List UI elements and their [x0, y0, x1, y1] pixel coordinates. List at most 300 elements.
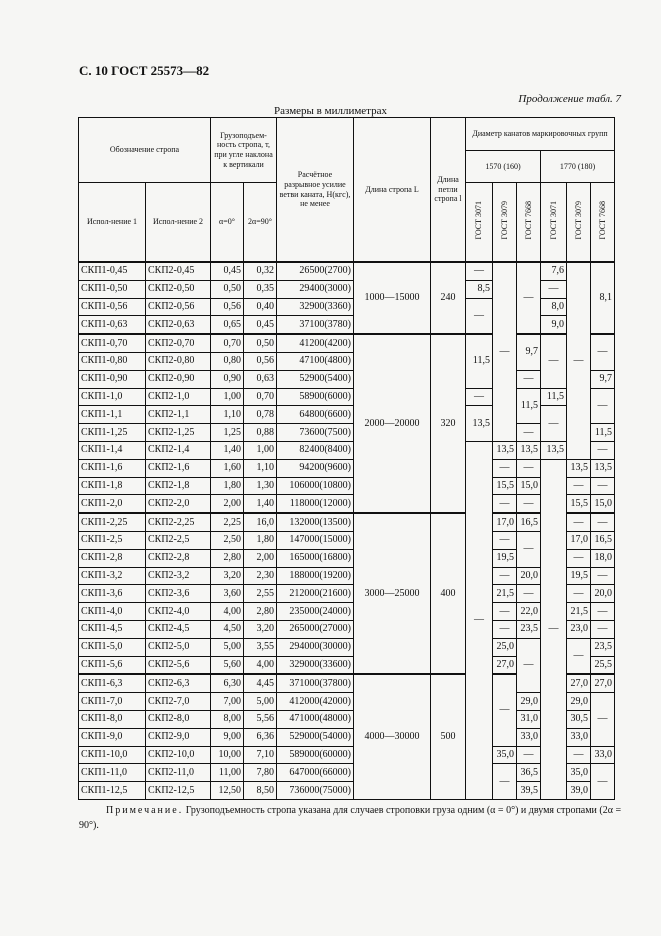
variant-1: СКП1-9,0	[79, 728, 146, 746]
sling-table	[78, 117, 615, 800]
capacity-90: 1,00	[244, 441, 277, 459]
diameter-cell: —	[567, 262, 591, 459]
diameter-cell: 19,5	[493, 549, 517, 567]
breaking-force: 52900(5400)	[277, 370, 354, 388]
diameter-cell: 13,5	[493, 441, 517, 459]
diameter-cell: —	[591, 441, 615, 459]
diameter-cell: —	[591, 603, 615, 621]
capacity-90: 0,88	[244, 424, 277, 442]
header-angle-90: 2α=90°	[244, 183, 277, 263]
diameter-cell: —	[493, 531, 517, 549]
gost-label: ГОСТ 3079	[499, 201, 509, 240]
variant-1: СКП1-0,90	[79, 370, 146, 388]
capacity-0: 0,56	[211, 298, 244, 316]
diameter-cell: 33,0	[591, 746, 615, 764]
gost-label: ГОСТ 3079	[573, 201, 583, 240]
table-row	[79, 567, 615, 585]
breaking-force: 32900(3360)	[277, 298, 354, 316]
variant-1: СКП1-7,0	[79, 693, 146, 711]
diameter-cell: 39,0	[567, 782, 591, 800]
capacity-90: 5,00	[244, 693, 277, 711]
gost-label: ГОСТ 3071	[474, 201, 484, 240]
breaking-force: 188000(19200)	[277, 567, 354, 585]
diameter-cell: 35,0	[567, 764, 591, 782]
note-text: Грузоподъемность стропа указана для случаев строповки груза одним (α = 0°) и двумя стропами (2α = 90°).	[79, 805, 622, 831]
capacity-0: 2,00	[211, 495, 244, 513]
header-designation: Обозначение стропа	[79, 118, 211, 183]
header-variant-1: Испол-нение 1	[79, 183, 146, 263]
variant-1: СКП1-0,63	[79, 316, 146, 334]
diameter-cell: —	[567, 513, 591, 531]
diameter-cell: 15,0	[591, 495, 615, 513]
diameter-cell: —	[541, 459, 567, 799]
diameter-cell: 20,0	[517, 567, 541, 585]
capacity-0: 1,00	[211, 388, 244, 406]
capacity-0: 4,00	[211, 603, 244, 621]
diameter-cell: 11,5	[517, 388, 541, 424]
loop-length: 500	[431, 674, 466, 799]
variant-1: СКП1-1,25	[79, 424, 146, 442]
diameter-cell: 15,5	[567, 495, 591, 513]
diameter-cell: 7,6	[541, 262, 567, 280]
variant-1: СКП1-1,6	[79, 459, 146, 477]
capacity-90: 0,45	[244, 316, 277, 334]
diameter-cell: 23,0	[567, 620, 591, 638]
variant-1: СКП1-1,0	[79, 388, 146, 406]
variant-1: СКП1-0,45	[79, 262, 146, 280]
diameter-cell: 25,0	[493, 638, 517, 656]
diameter-cell: 13,5	[541, 441, 567, 459]
diameter-cell: —	[493, 262, 517, 441]
diameter-cell: —	[591, 334, 615, 370]
table-row	[79, 728, 615, 746]
capacity-90: 2,55	[244, 585, 277, 603]
variant-2: СКП2-0,63	[146, 316, 211, 334]
diameter-cell: 8,1	[591, 262, 615, 334]
diameter-cell: —	[493, 495, 517, 513]
capacity-0: 1,80	[211, 477, 244, 495]
diameter-cell: 21,5	[567, 603, 591, 621]
header-force: Расчётное разрывное усилие ветви каната, Н(кгс), не менее	[277, 118, 354, 263]
variant-2: СКП2-4,0	[146, 603, 211, 621]
table-row	[79, 710, 615, 728]
breaking-force: 47100(4800)	[277, 352, 354, 370]
diameter-cell: 17,0	[567, 531, 591, 549]
diameter-cell: —	[466, 262, 493, 280]
diameter-cell: 11,5	[591, 424, 615, 442]
variant-2: СКП2-0,80	[146, 352, 211, 370]
diameter-cell: —	[493, 459, 517, 477]
variant-1: СКП1-2,5	[79, 531, 146, 549]
variant-2: СКП2-3,2	[146, 567, 211, 585]
variant-2: СКП2-0,45	[146, 262, 211, 280]
capacity-0: 0,70	[211, 334, 244, 352]
capacity-0: 0,65	[211, 316, 244, 334]
variant-1: СКП1-6,3	[79, 674, 146, 692]
header-gost-3	[541, 183, 567, 263]
breaking-force: 82400(8400)	[277, 441, 354, 459]
diameter-cell: —	[567, 549, 591, 567]
breaking-force: 329000(33600)	[277, 656, 354, 674]
sling-length: 4000—30000	[354, 674, 431, 799]
variant-2: СКП2-1,1	[146, 406, 211, 424]
variant-2: СКП2-2,25	[146, 513, 211, 531]
capacity-90: 8,50	[244, 782, 277, 800]
header-gost-5	[591, 183, 615, 263]
table-continuation-label: Продолжение табл. 7	[518, 93, 621, 105]
breaking-force: 29400(3000)	[277, 280, 354, 298]
header-gost-1	[493, 183, 517, 263]
sling-length: 2000—20000	[354, 334, 431, 513]
variant-1: СКП1-5,0	[79, 638, 146, 656]
diameter-cell: 29,0	[517, 693, 541, 711]
diameter-cell: 13,5	[466, 406, 493, 442]
capacity-90: 7,10	[244, 746, 277, 764]
capacity-0: 0,80	[211, 352, 244, 370]
variant-2: СКП2-7,0	[146, 693, 211, 711]
variant-1: СКП1-1,1	[79, 406, 146, 424]
variant-2: СКП2-5,6	[146, 656, 211, 674]
breaking-force: 265000(27000)	[277, 620, 354, 638]
breaking-force: 212000(21600)	[277, 585, 354, 603]
units-caption: Размеры в миллиметрах	[274, 105, 387, 117]
breaking-force: 736000(75000)	[277, 782, 354, 800]
diameter-cell: 9,0	[541, 316, 567, 334]
variant-1: СКП1-11,0	[79, 764, 146, 782]
variant-2: СКП2-6,3	[146, 674, 211, 692]
gost-label: ГОСТ 7668	[523, 201, 533, 240]
diameter-cell: —	[591, 388, 615, 424]
diameter-cell: —	[466, 441, 493, 799]
diameter-cell: —	[591, 477, 615, 495]
breaking-force: 165000(16800)	[277, 549, 354, 567]
diameter-cell: —	[591, 693, 615, 746]
header-gost-4	[567, 183, 591, 263]
diameter-cell: —	[567, 746, 591, 764]
loop-length: 400	[431, 513, 466, 674]
sling-length: 1000—15000	[354, 262, 431, 334]
diameter-cell: 16,5	[591, 531, 615, 549]
variant-2: СКП2-4,5	[146, 620, 211, 638]
capacity-90: 0,70	[244, 388, 277, 406]
capacity-0: 1,60	[211, 459, 244, 477]
capacity-0: 2,50	[211, 531, 244, 549]
variant-1: СКП1-1,8	[79, 477, 146, 495]
gost-label: ГОСТ 3071	[548, 201, 558, 240]
diameter-cell: 25,5	[591, 656, 615, 674]
breaking-force: 147000(15000)	[277, 531, 354, 549]
note-label: Примечание.	[106, 805, 184, 816]
capacity-90: 16,0	[244, 513, 277, 531]
header-variant-2: Испол-нение 2	[146, 183, 211, 263]
capacity-90: 0,63	[244, 370, 277, 388]
diameter-cell: —	[517, 746, 541, 764]
header-angle-0: α=0°	[211, 183, 244, 263]
variant-2: СКП2-9,0	[146, 728, 211, 746]
variant-2: СКП2-8,0	[146, 710, 211, 728]
capacity-0: 1,40	[211, 441, 244, 459]
diameter-cell: 23,5	[517, 620, 541, 638]
variant-1: СКП1-2,0	[79, 495, 146, 513]
table-row	[79, 495, 615, 513]
variant-2: СКП2-1,6	[146, 459, 211, 477]
diameter-cell: 22,0	[517, 603, 541, 621]
capacity-0: 7,00	[211, 693, 244, 711]
diameter-cell: 31,0	[517, 710, 541, 728]
variant-2: СКП2-1,8	[146, 477, 211, 495]
breaking-force: 41200(4200)	[277, 334, 354, 352]
breaking-force: 64800(6600)	[277, 406, 354, 424]
diameter-cell: —	[591, 764, 615, 800]
loop-length: 240	[431, 262, 466, 334]
diameter-cell: 27,0	[567, 674, 591, 692]
breaking-force: 235000(24000)	[277, 603, 354, 621]
breaking-force: 37100(3780)	[277, 316, 354, 334]
gost-label: ГОСТ 7668	[597, 201, 607, 240]
capacity-0: 9,00	[211, 728, 244, 746]
table-row	[79, 513, 615, 531]
breaking-force: 94200(9600)	[277, 459, 354, 477]
diameter-cell: —	[591, 567, 615, 585]
capacity-90: 1,40	[244, 495, 277, 513]
diameter-cell: 11,5	[466, 334, 493, 388]
table-row	[79, 693, 615, 711]
capacity-90: 0,32	[244, 262, 277, 280]
table-row	[79, 531, 615, 549]
header-group-1570: 1570 (160)	[466, 151, 541, 183]
diameter-cell: 17,0	[493, 513, 517, 531]
variant-2: СКП2-2,0	[146, 495, 211, 513]
capacity-0: 1,10	[211, 406, 244, 424]
table-row	[79, 620, 615, 638]
table-row	[79, 370, 615, 388]
diameter-cell: —	[541, 334, 567, 388]
table-row	[79, 424, 615, 442]
capacity-90: 0,78	[244, 406, 277, 424]
diameter-cell: 39,5	[517, 782, 541, 800]
variant-1: СКП1-8,0	[79, 710, 146, 728]
capacity-90: 0,56	[244, 352, 277, 370]
table-row	[79, 585, 615, 603]
capacity-90: 7,80	[244, 764, 277, 782]
table-row	[79, 746, 615, 764]
diameter-cell: 18,0	[591, 549, 615, 567]
diameter-cell: 29,0	[567, 693, 591, 711]
breaking-force: 589000(60000)	[277, 746, 354, 764]
diameter-cell: —	[567, 638, 591, 674]
breaking-force: 58900(6000)	[277, 388, 354, 406]
variant-2: СКП2-10,0	[146, 746, 211, 764]
variant-2: СКП2-11,0	[146, 764, 211, 782]
capacity-90: 3,20	[244, 620, 277, 638]
diameter-cell: —	[567, 585, 591, 603]
variant-2: СКП2-0,90	[146, 370, 211, 388]
variant-1: СКП1-10,0	[79, 746, 146, 764]
diameter-cell: 33,0	[567, 728, 591, 746]
loop-length: 320	[431, 334, 466, 513]
variant-2: СКП2-2,8	[146, 549, 211, 567]
diameter-cell: —	[517, 638, 541, 692]
diameter-cell: 27,0	[591, 674, 615, 692]
variant-2: СКП2-1,0	[146, 388, 211, 406]
diameter-cell: 13,5	[517, 441, 541, 459]
capacity-90: 1,80	[244, 531, 277, 549]
capacity-0: 0,90	[211, 370, 244, 388]
diameter-cell: 9,7	[517, 334, 541, 370]
header-length: Длина стропа L	[354, 118, 431, 263]
diameter-cell: —	[517, 585, 541, 603]
variant-2: СКП2-0,70	[146, 334, 211, 352]
capacity-0: 5,00	[211, 638, 244, 656]
capacity-90: 0,40	[244, 298, 277, 316]
table-row	[79, 764, 615, 782]
capacity-90: 3,55	[244, 638, 277, 656]
capacity-90: 5,56	[244, 710, 277, 728]
diameter-cell: —	[517, 370, 541, 388]
diameter-cell: 9,7	[591, 370, 615, 388]
table-row	[79, 477, 615, 495]
diameter-cell: 30,5	[567, 710, 591, 728]
capacity-0: 1,25	[211, 424, 244, 442]
breaking-force: 647000(66000)	[277, 764, 354, 782]
capacity-90: 1,30	[244, 477, 277, 495]
variant-1: СКП1-0,70	[79, 334, 146, 352]
diameter-cell: —	[541, 280, 567, 298]
diameter-cell: —	[541, 406, 567, 442]
table-row	[79, 441, 615, 459]
capacity-0: 3,20	[211, 567, 244, 585]
diameter-cell: —	[493, 764, 517, 800]
header-gost-0	[466, 183, 493, 263]
variant-2: СКП2-0,56	[146, 298, 211, 316]
capacity-0: 0,50	[211, 280, 244, 298]
breaking-force: 106000(10800)	[277, 477, 354, 495]
variant-2: СКП2-1,4	[146, 441, 211, 459]
diameter-cell: —	[493, 674, 517, 746]
table-row	[79, 262, 615, 280]
breaking-force: 471000(48000)	[277, 710, 354, 728]
diameter-cell: 15,0	[517, 477, 541, 495]
diameter-cell: —	[466, 388, 493, 406]
table-row	[79, 603, 615, 621]
variant-1: СКП1-1,4	[79, 441, 146, 459]
capacity-90: 6,36	[244, 728, 277, 746]
variant-1: СКП1-2,25	[79, 513, 146, 531]
header-gost-2	[517, 183, 541, 263]
variant-1: СКП1-2,8	[79, 549, 146, 567]
variant-2: СКП2-5,0	[146, 638, 211, 656]
capacity-0: 0,45	[211, 262, 244, 280]
header-group-1770: 1770 (180)	[541, 151, 615, 183]
variant-1: СКП1-5,6	[79, 656, 146, 674]
breaking-force: 73600(7500)	[277, 424, 354, 442]
diameter-cell: —	[517, 495, 541, 513]
capacity-0: 8,00	[211, 710, 244, 728]
diameter-cell: 13,5	[591, 459, 615, 477]
table-row	[79, 388, 615, 406]
capacity-90: 4,45	[244, 674, 277, 692]
breaking-force: 371000(37800)	[277, 674, 354, 692]
capacity-90: 2,80	[244, 603, 277, 621]
variant-1: СКП1-0,80	[79, 352, 146, 370]
breaking-force: 132000(13500)	[277, 513, 354, 531]
capacity-0: 4,50	[211, 620, 244, 638]
variant-2: СКП2-1,25	[146, 424, 211, 442]
capacity-90: 0,35	[244, 280, 277, 298]
variant-1: СКП1-3,2	[79, 567, 146, 585]
breaking-force: 118000(12000)	[277, 495, 354, 513]
page-header: С. 10 ГОСТ 25573—82	[79, 63, 210, 78]
variant-1: СКП1-0,56	[79, 298, 146, 316]
diameter-cell: 33,0	[517, 728, 541, 746]
breaking-force: 294000(30000)	[277, 638, 354, 656]
diameter-cell: —	[517, 424, 541, 442]
table-row	[79, 638, 615, 656]
diameter-cell: 8,5	[466, 280, 493, 298]
variant-1: СКП1-4,5	[79, 620, 146, 638]
variant-2: СКП2-3,6	[146, 585, 211, 603]
diameter-cell: —	[517, 531, 541, 567]
capacity-90: 2,30	[244, 567, 277, 585]
diameter-cell: 8,0	[541, 298, 567, 316]
variant-1: СКП1-12,5	[79, 782, 146, 800]
header-capacity: Грузоподъем-ность стропа, т, при угле наклона к вертикали	[211, 118, 277, 183]
diameter-cell: 27,0	[493, 656, 517, 674]
capacity-0: 12,50	[211, 782, 244, 800]
diameter-cell: 36,5	[517, 764, 541, 782]
diameter-cell: —	[493, 603, 517, 621]
variant-2: СКП2-0,50	[146, 280, 211, 298]
diameter-cell: —	[517, 459, 541, 477]
capacity-90: 1,10	[244, 459, 277, 477]
diameter-cell: 11,5	[541, 388, 567, 406]
diameter-cell: 15,5	[493, 477, 517, 495]
table-row	[79, 334, 615, 352]
capacity-90: 2,00	[244, 549, 277, 567]
capacity-0: 2,80	[211, 549, 244, 567]
sling-length: 3000—25000	[354, 513, 431, 674]
diameter-cell: —	[493, 567, 517, 585]
diameter-cell: 35,0	[493, 746, 517, 764]
table-note	[79, 803, 639, 833]
capacity-90: 0,50	[244, 334, 277, 352]
diameter-cell: —	[591, 513, 615, 531]
capacity-0: 3,60	[211, 585, 244, 603]
diameter-cell: 13,5	[567, 459, 591, 477]
capacity-0: 2,25	[211, 513, 244, 531]
diameter-cell: —	[466, 298, 493, 334]
diameter-cell: —	[567, 477, 591, 495]
variant-1: СКП1-0,50	[79, 280, 146, 298]
breaking-force: 529000(54000)	[277, 728, 354, 746]
diameter-cell: 21,5	[493, 585, 517, 603]
capacity-0: 10,00	[211, 746, 244, 764]
diameter-cell: 19,5	[567, 567, 591, 585]
diameter-cell: —	[517, 262, 541, 334]
table-row	[79, 782, 615, 800]
variant-2: СКП2-2,5	[146, 531, 211, 549]
diameter-cell: 20,0	[591, 585, 615, 603]
capacity-0: 5,60	[211, 656, 244, 674]
diameter-cell: 23,5	[591, 638, 615, 656]
capacity-0: 11,00	[211, 764, 244, 782]
variant-1: СКП1-4,0	[79, 603, 146, 621]
diameter-cell: 16,5	[517, 513, 541, 531]
header-loop: Длина петли стропа l	[431, 118, 466, 263]
table-row	[79, 459, 615, 477]
variant-2: СКП2-12,5	[146, 782, 211, 800]
breaking-force: 26500(2700)	[277, 262, 354, 280]
